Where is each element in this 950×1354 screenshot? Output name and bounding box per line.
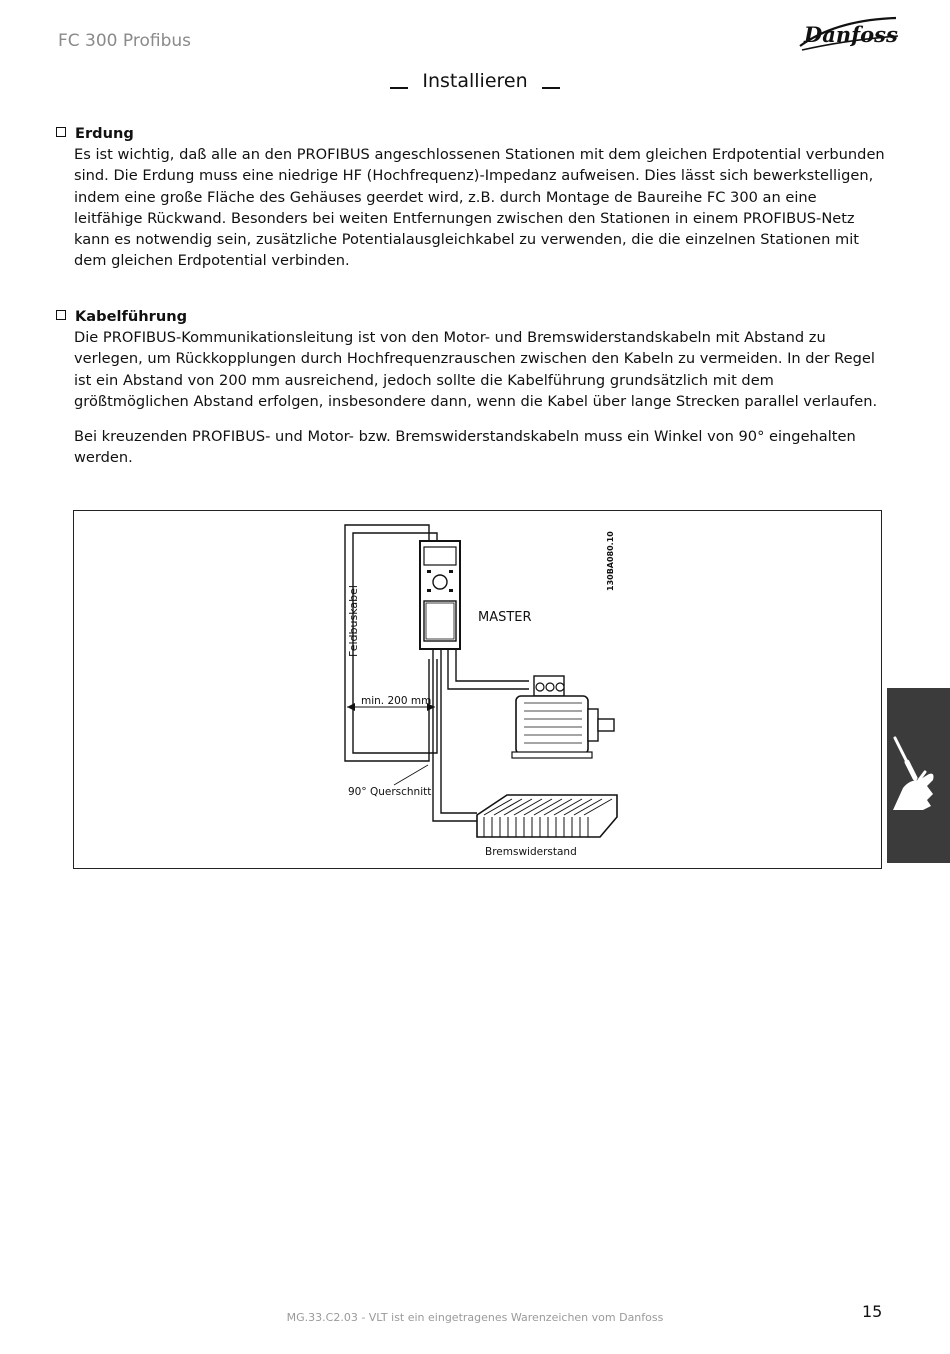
section-heading bbox=[56, 306, 886, 327]
figure-code-label: 130BA080.10 bbox=[606, 531, 615, 591]
heading-text: Erdung bbox=[75, 125, 134, 142]
feldbuskabel-label: Feldbuskabel bbox=[347, 585, 360, 657]
brake-label: Bremswiderstand bbox=[485, 846, 577, 858]
side-tab bbox=[887, 688, 950, 863]
section-heading bbox=[56, 123, 886, 144]
screwdriver-hand-icon bbox=[887, 688, 950, 863]
section-kabelfuehrung bbox=[56, 306, 886, 469]
cable-routing-diagram bbox=[74, 511, 881, 868]
master-label: MASTER bbox=[478, 610, 532, 625]
paragraph: Es ist wichtig, daß alle an den PROFIBUS angeschlossenen Stationen mit dem gleichen Erdpotential verbunden sind. Die Erdung muss eine niedrige HF (Hochfrequenz)-Impedanz aufweisen. Dies lässt sich bewerkstelligen, indem eine große Fläche des Gehäuses geerdet wird, z.B. durch Montage de Baureihe FC 300 an eine leitfähige Rückwand. Besonders bei weiten Entfernungen zwischen den Stationen in einem PROFIBUS-Netz kann es notwendig sein, zusätzliche Potentialausgleichkabel zu verwenden, die die einzelnen Stationen mit dem gleichen Erdpotential verbinden. bbox=[74, 146, 885, 270]
header-dash-right bbox=[542, 87, 560, 89]
checkbox-bullet-icon bbox=[56, 310, 66, 320]
document-title: FC 300 Profibus bbox=[58, 31, 192, 51]
motor-icon bbox=[512, 676, 614, 758]
cross-label: 90° Querschnitt bbox=[348, 786, 432, 798]
frequency-converter-icon bbox=[420, 541, 460, 649]
distance-label: min. 200 mm bbox=[361, 695, 432, 707]
section-erdung bbox=[56, 123, 886, 272]
section-header bbox=[0, 70, 950, 92]
paragraph: Die PROFIBUS-Kommunikationsleitung ist von den Motor- und Bremswiderstandskabeln mit Abstand zu verlegen, um Rückkopplungen durch Hochfrequenzrauschen zwischen den Kabeln zu vermeiden. In der Regel ist ein Abstand von 200 mm ausreichend, jedoch sollte die Kabelführung grundsätzlich mit dem größtmöglichen Abstand erfolgen, insbesondere dann, wenn die Kabel über lange Strecken parallel verlaufen. bbox=[74, 329, 878, 410]
danfoss-logo bbox=[796, 12, 900, 54]
page-number: 15 bbox=[862, 1302, 883, 1321]
header-dash-left bbox=[390, 87, 408, 89]
section-title: Installieren bbox=[422, 70, 528, 92]
footer-text: MG.33.C2.03 - VLT ist ein eingetragenes Warenzeichen vom Danfoss bbox=[286, 1311, 664, 1324]
cable-routing-figure bbox=[73, 510, 882, 869]
paragraph: Bei kreuzenden PROFIBUS- und Motor- bzw. Bremswiderstandskabeln muss ein Winkel von 90° eingehalten werden. bbox=[74, 428, 856, 467]
brake-resistor-icon bbox=[477, 795, 617, 837]
svg-text:Danfoss: Danfoss bbox=[804, 22, 898, 47]
heading-text: Kabelführung bbox=[75, 308, 188, 325]
checkbox-bullet-icon bbox=[56, 127, 66, 137]
